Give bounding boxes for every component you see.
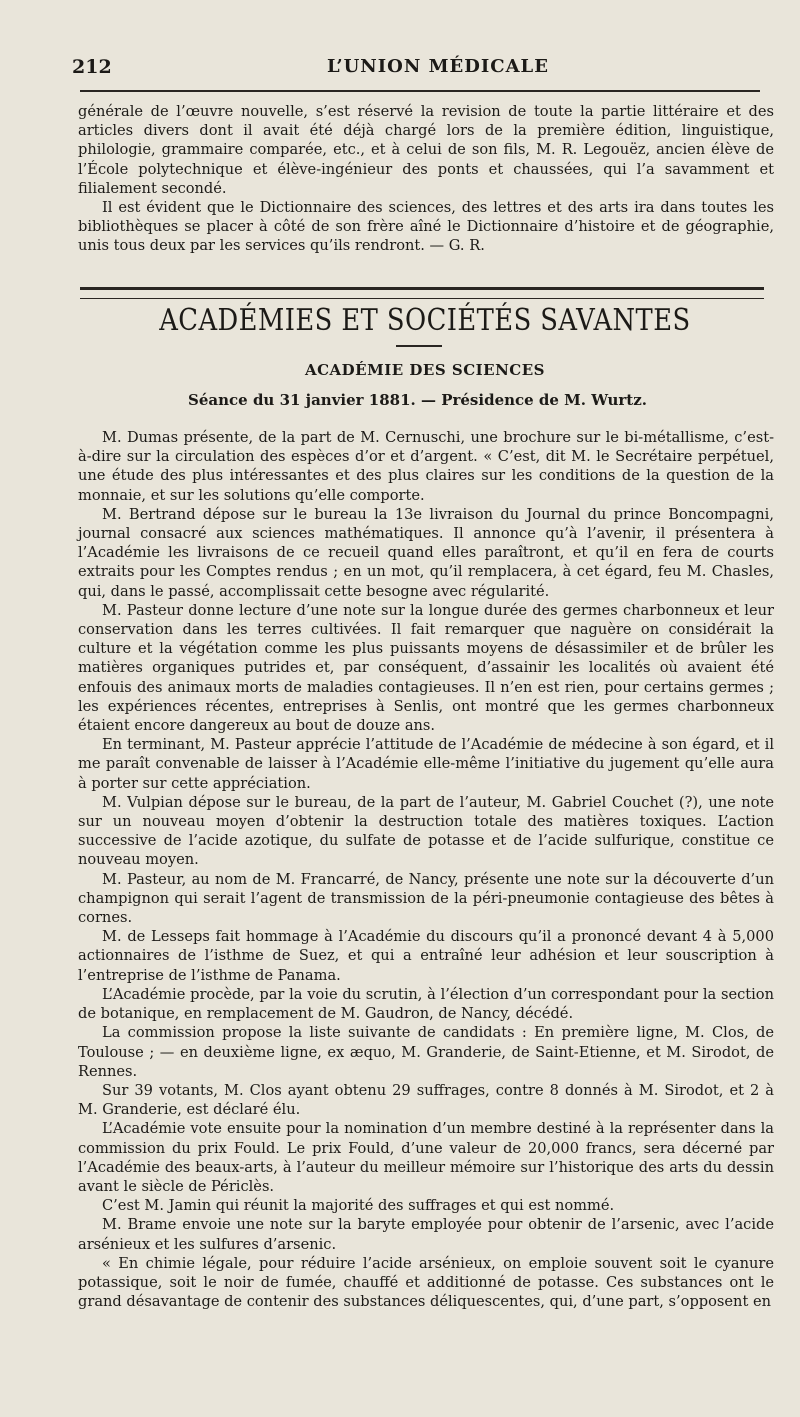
paragraph: En terminant, M. Pasteur apprécie l’attitude de l’Académie de médecine à son égard, et il me paraît convenable de laisser à l’Académie elle-même l’initiative du jugement qu’elle aura à porter sur cette appréciation.	[78, 736, 774, 792]
session-line: Séance du 31 janvier 1881. — Présidence de M. Wurtz.	[188, 391, 647, 409]
paragraph: C’est M. Jamin qui réunit la majorité des suffrages et qui est nommé.	[102, 1197, 615, 1215]
intro-paragraph-1: générale de l’œuvre nouvelle, s’est réservé la revision de toute la partie littéraire et des articles divers dont il avait été déjà chargé lors de la première édition, linguistique, philologie, grammaire comparée, etc., et à celui de son fils, M. R. Legouëz, ancien élève de l’École polytechnique et élève-ingénieur des ponts et chaussées, qui l’a savamment et filialement secondé.	[78, 103, 774, 197]
academy-subtitle: ACADÉMIE DES SCIENCES	[304, 361, 546, 379]
paragraph: M. Vulpian dépose sur le bureau, de la part de l’auteur, M. Gabriel Couchet (?), une note sur un nouveau moyen d’obtenir la destruction totale des matières toxiques. L’action successive de l’acide azotique, du sulfate de potasse et de l’acide sulfurique, constitue ce nouveau moyen.	[78, 793, 774, 869]
paragraph: La commission propose la liste suivante de candidats : En première ligne, M. Clos, de Toulouse ; — en deuxième ligne, ex æquo, M. Granderie, de Saint-Etienne, et M. Sirodot, de Rennes.	[78, 1024, 774, 1080]
running-title: L’UNION MÉDICALE	[327, 56, 549, 77]
paragraph: M. Pasteur, au nom de M. Francarré, de Nancy, présente une note sur la découverte d’un champignon qui serait l’agent de transmission de la péri-pneumonie contagieuse des bêtes à cornes.	[78, 870, 774, 927]
session-report	[78, 428, 774, 1311]
paragraph: « En chimie légale, pour réduire l’acide arsénieux, on emploie souvent soit le cyanure potassique, soit le noir de fumée, chauffé et additionné de potasse. Ces substances ont le grand désavantage de contenir des substances déliquescentes, qui, d’une part, s’opposent en	[78, 1254, 774, 1311]
paragraph: L’Académie vote ensuite pour la nomination d’un membre destiné à la représenter dans la commission du prix Fould. Le prix Fould, d’une valeur de 20,000 francs, sera décerné par l’Académie des beaux-arts, à l’auteur du meilleur mémoire sur l’historique des arts du dessin avant le siècle de Périclès.	[78, 1120, 774, 1195]
page-header	[72, 56, 772, 86]
paragraph: M. de Lesseps fait hommage à l’Académie du discours qu’il a prononcé devant 4 à 5,000 actionnaires de l’isthme de Suez, et qui a entraîné leur adhésion et leur souscription à l’entreprise de l’isthme de Panama.	[78, 928, 774, 984]
paragraph: M. Brame envoie une note sur la baryte employée pour obtenir de l’arsenic, avec l’acide arsénieux et les sulfures d’arsenic.	[78, 1216, 774, 1253]
paragraph: M. Pasteur donne lecture d’une note sur la longue durée des germes charbonneux et leur conservation dans les terres cultivées. Il fait remarquer que naguère on considérait la culture et la végétation comme les plus puissants moyens de désassimiler et de brûler les matières organiques putrides et, par conséquent, d’assainir les localités où avaient été enfouis des animaux morts de maladies contagieuses. Il n’en est rien, pour certains germes ; les expériences récentes, entreprises à Senlis, ont montré que les germes charbonneux étaient encore dangereux au bout de douze ans.	[78, 601, 774, 735]
review-continuation	[78, 102, 774, 256]
paragraph: L’Académie procède, par la voie du scrutin, à l’élection d’un correspondant pour la section de botanique, en remplacement de M. Gaudron, de Nancy, décédé.	[78, 985, 774, 1023]
header-rule	[80, 90, 760, 92]
paragraph: M. Bertrand dépose sur le bureau la 13e livraison du Journal du prince Boncompagni, journal consacré aux sciences mathématiques. Il annonce qu’à l’avenir, il présentera à l’Académie les livraisons de ce recueil quand elles paraîtront, et qu’il en fera de courts extraits pour les Comptes rendus ; en un mot, qu’il remplacera, à cet égard, feu M. Chasles, qui, dans le passé, accomplissait cette besogne avec régularité.	[78, 505, 774, 600]
page-number: 212	[72, 56, 112, 78]
intro-paragraph-2: Il est évident que le Dictionnaire des sciences, des lettres et des arts ira dans toutes les bibliothèques se placer à côté de son frère aîné le Dictionnaire d’histoire et de géographie, unis tous deux par les services qu’ils rendront. — G. R.	[78, 199, 774, 255]
title-rule	[396, 345, 442, 347]
paragraph: M. Dumas présente, de la part de M. Cernuschi, une brochure sur le bi-métallisme, c’est-à-dire sur la circulation des espèces d’or et d’argent. « C’est, dit M. le Secrétaire perpétuel, une étude des plus intéressantes et des plus claires sur les conditions de la question de la monnaie, et sur les solutions qu’elle comporte.	[78, 429, 774, 504]
section-divider	[80, 287, 764, 299]
section-title	[0, 303, 800, 338]
section-title-text: ACADÉMIES ET SOCIÉTÉS SAVANTES	[159, 303, 691, 338]
paragraph: Sur 39 votants, M. Clos ayant obtenu 29 suffrages, contre 8 donnés à M. Sirodot, et 2 à M. Granderie, est déclaré élu.	[78, 1081, 774, 1119]
